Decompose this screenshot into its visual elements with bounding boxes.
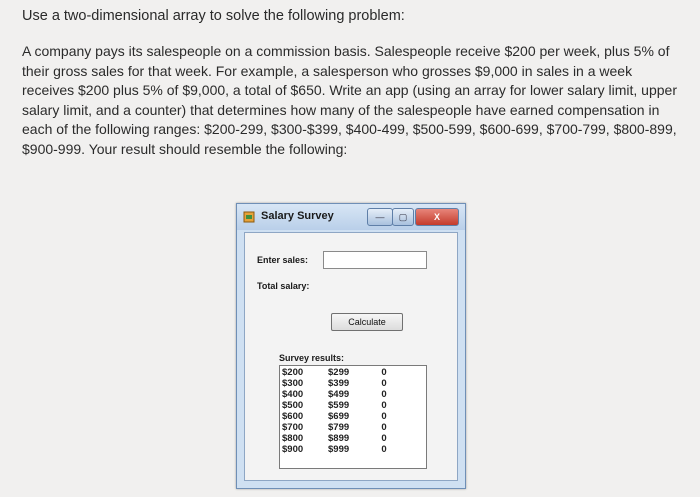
survey-results-list[interactable] [279,365,427,469]
result-count: 0 [381,367,387,378]
minimize-button[interactable]: — [367,208,393,226]
close-button[interactable]: X [415,208,459,226]
result-row [282,378,424,389]
sales-label: Enter sales: [257,255,309,265]
result-count: 0 [381,400,387,411]
result-row [282,367,424,378]
result-high: $899 [328,433,350,444]
result-low: $200 [282,367,304,378]
result-count: 0 [381,389,387,400]
result-low: $900 [282,444,304,455]
result-low: $600 [282,411,304,422]
result-row [282,422,424,433]
result-low: $400 [282,389,304,400]
result-row [282,400,424,411]
result-row [282,389,424,400]
result-high: $599 [328,400,350,411]
result-low: $500 [282,400,304,411]
result-high: $499 [328,389,350,400]
result-high: $699 [328,411,350,422]
form-client-area [244,232,458,481]
salary-survey-window [236,203,466,489]
result-count: 0 [381,444,387,455]
result-row [282,444,424,455]
result-low: $300 [282,378,304,389]
maximize-button[interactable]: ▢ [392,208,414,226]
result-count: 0 [381,422,387,433]
calculate-button[interactable]: Calculate [331,313,403,331]
result-high: $299 [328,367,350,378]
result-low: $800 [282,433,304,444]
result-high: $999 [328,444,350,455]
result-count: 0 [381,378,387,389]
result-count: 0 [381,433,387,444]
result-row [282,433,424,444]
problem-statement: A company pays its salespeople on a commission basis. Salespeople receive $200 per week, plus 5% of their gross sales for that week. For example, a salesperson who grosses $9,000 in sales in a week receives $200 plus 5% of $9,000, a total of $650. Write an app (using an array for lower salary limit, upper salary limit, and a counter) that determines how many of the salespeople have earned compensation in each of the following ranges: $200-299, $300-$399, $400-499, $500-599, $600-699, $700-799, $800-899, $900-999. Your result should resemble the following: [22,43,677,157]
window-title: Salary Survey [261,210,334,222]
salary-output [323,278,427,294]
sales-input[interactable] [323,251,427,269]
result-row [282,411,424,422]
result-count: 0 [381,411,387,422]
question-heading: Use a two-dimensional array to solve the following problem: [22,8,405,24]
result-high: $799 [328,422,350,433]
title-bar[interactable] [237,204,465,230]
survey-results-label: Survey results: [279,353,345,363]
result-low: $700 [282,422,304,433]
app-icon [243,211,255,223]
result-high: $399 [328,378,350,389]
salary-label: Total salary: [257,281,310,291]
